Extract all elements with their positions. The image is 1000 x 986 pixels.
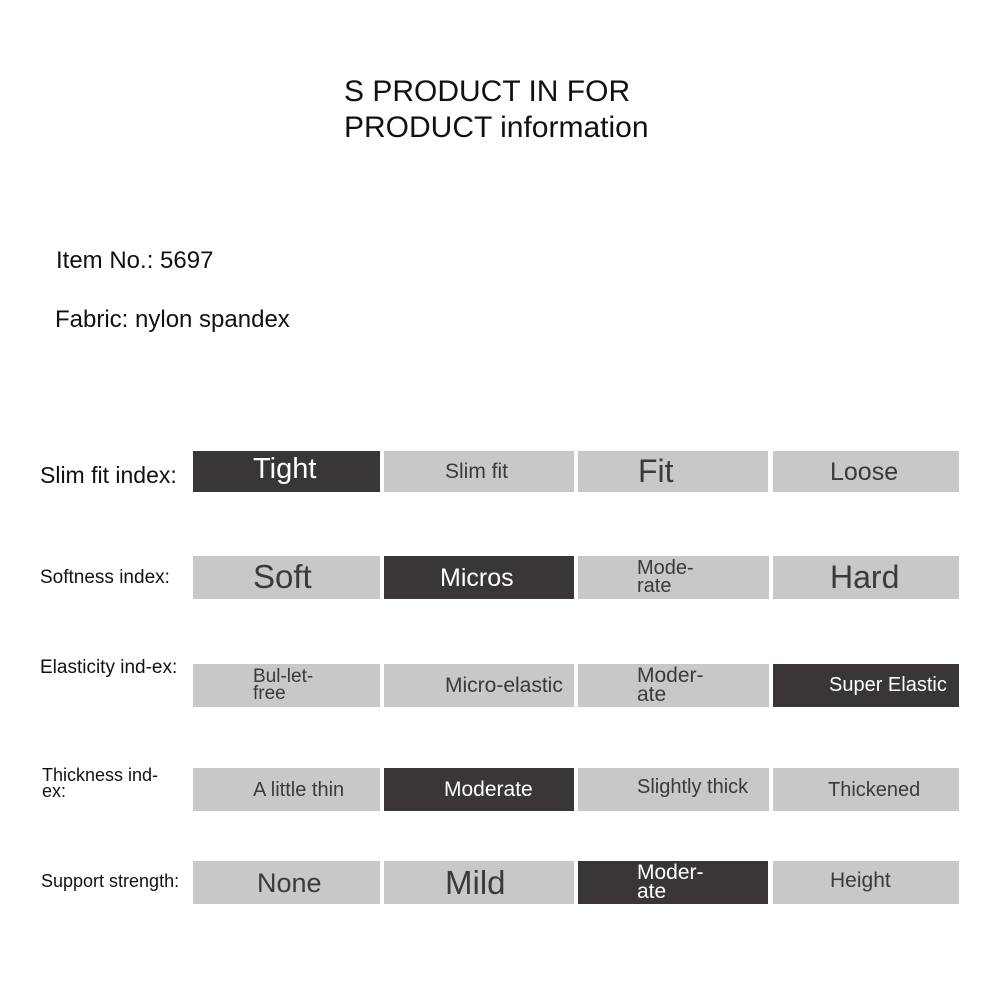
option-label: Bul-let-free — [253, 666, 314, 705]
index-option-slightly-thick — [578, 768, 769, 811]
index-option-slim-fit — [384, 451, 574, 492]
option-label: Height — [830, 869, 891, 892]
index-option-micros — [384, 556, 574, 599]
index-option-thickened — [773, 768, 959, 811]
option-label: Micros — [440, 564, 514, 592]
option-label: Mild — [445, 864, 506, 901]
page-title-line-2: PRODUCT information — [344, 111, 649, 144]
index-label: Slim fit index: — [40, 462, 177, 488]
option-label: Slightly thick — [637, 776, 749, 798]
index-option-none — [193, 861, 380, 904]
option-label: Fit — [638, 453, 674, 489]
option-label: None — [257, 868, 322, 898]
option-label: Tight — [253, 453, 317, 485]
page-title — [344, 74, 649, 146]
index-option-a-little-thin — [193, 768, 380, 811]
item-number: Item No.: 5697 — [56, 247, 214, 274]
page-title-line-1: S PRODUCT IN FOR — [344, 75, 631, 108]
index-option-moderate — [578, 664, 769, 707]
index-option-moderate — [578, 556, 769, 599]
option-label: Micro-elastic — [445, 674, 563, 697]
index-option-bullet-free — [193, 664, 380, 707]
option-label: Thickened — [828, 779, 921, 801]
option-label: Moderate — [444, 778, 533, 801]
option-label: Slim fit — [445, 460, 508, 483]
index-option-loose — [773, 451, 959, 492]
option-label: Mode-rate — [637, 557, 694, 597]
index-option-moderate — [578, 861, 768, 904]
index-option-height — [773, 861, 959, 904]
index-option-micro-elastic — [384, 664, 574, 707]
index-label: Softness index: — [40, 567, 170, 588]
option-label: Soft — [253, 558, 312, 595]
index-option-fit — [578, 451, 768, 492]
fabric-info: Fabric: nylon spandex — [55, 306, 290, 333]
index-option-tight — [193, 451, 380, 492]
index-option-soft — [193, 556, 380, 599]
option-label: Loose — [830, 458, 899, 486]
option-label: Moder-ate — [637, 664, 704, 706]
option-label: Moder-ate — [637, 861, 704, 903]
index-option-moderate — [384, 768, 574, 811]
index-label: Support strength: — [41, 871, 180, 891]
option-label: Super Elastic — [829, 674, 947, 696]
index-option-hard — [773, 556, 959, 599]
index-label: Thickness ind-ex: — [42, 765, 159, 802]
index-option-super-elastic — [773, 664, 959, 707]
option-label: A little thin — [253, 779, 345, 801]
option-label: Hard — [830, 559, 900, 595]
index-label: Elasticity ind-ex: — [40, 657, 178, 678]
index-option-mild — [384, 861, 574, 904]
